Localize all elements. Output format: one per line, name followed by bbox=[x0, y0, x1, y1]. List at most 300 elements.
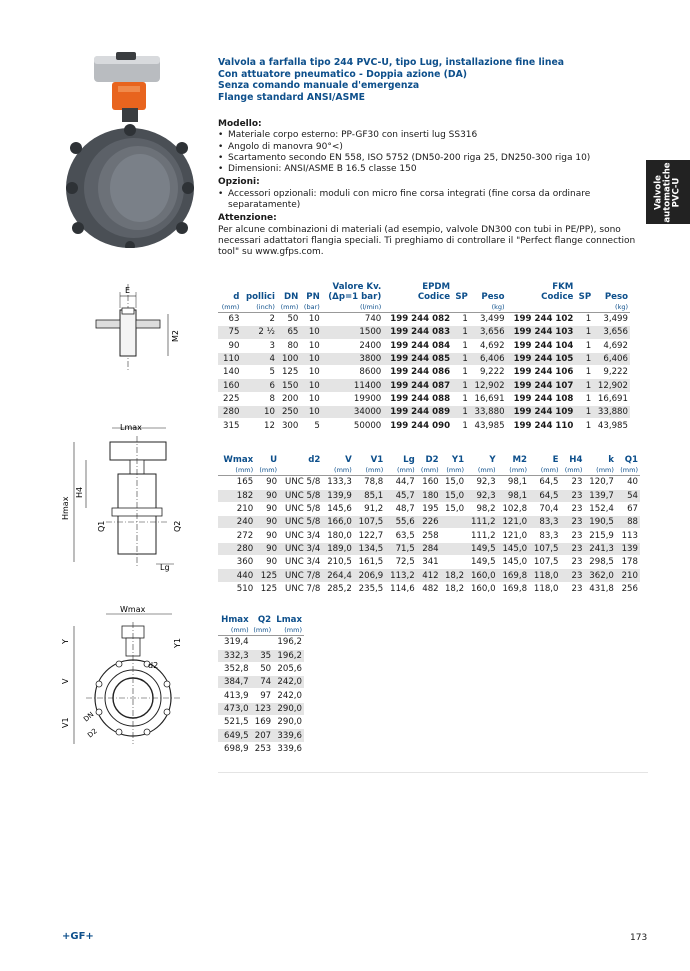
table-cell: 5 bbox=[241, 366, 277, 379]
table-cell: 285,2 bbox=[322, 582, 353, 595]
table-row bbox=[218, 569, 640, 582]
table-cell: 195 bbox=[417, 502, 441, 515]
col-header: Y1 bbox=[451, 455, 465, 466]
table-cell: 145,6 bbox=[322, 502, 353, 515]
table-cell: 298,5 bbox=[584, 556, 615, 569]
table-cell: 199 244 090 bbox=[383, 419, 452, 432]
table-cell: 80 bbox=[277, 339, 300, 352]
col-unit bbox=[279, 465, 322, 476]
table-cell: 48,7 bbox=[385, 502, 416, 515]
table-cell: 199 244 104 bbox=[507, 339, 576, 352]
dim-label-v: V bbox=[61, 678, 70, 684]
col-header-line: Codice bbox=[417, 292, 451, 302]
table-cell: 8 bbox=[241, 392, 277, 405]
col-header-line: Valore Kv. bbox=[332, 282, 382, 292]
table-cell: 199 244 105 bbox=[507, 352, 576, 365]
col-unit: (mm) bbox=[446, 466, 465, 475]
table-cell: 97 bbox=[251, 689, 274, 702]
table-dimensions bbox=[218, 453, 640, 596]
table-cell: 140 bbox=[218, 366, 241, 379]
table-cell: 1 bbox=[575, 326, 593, 339]
col-unit: (kg) bbox=[491, 303, 505, 311]
table-row bbox=[218, 313, 630, 326]
table-cell: 113,2 bbox=[385, 569, 416, 582]
table-cell: 9,222 bbox=[470, 366, 507, 379]
table-cell: 9,222 bbox=[593, 366, 630, 379]
col-unit bbox=[452, 302, 470, 313]
col-header: PN bbox=[306, 292, 320, 302]
col-header: Q2 bbox=[257, 615, 272, 626]
table-cell: 2400 bbox=[322, 339, 383, 352]
table-cell: 272 bbox=[218, 529, 255, 542]
table-cell: 12,902 bbox=[470, 379, 507, 392]
table-cell: UNC 5/8 bbox=[279, 476, 322, 489]
table-cell: 64,5 bbox=[529, 489, 560, 502]
table-cell: 72,5 bbox=[385, 556, 416, 569]
table-cell: 67 bbox=[616, 502, 640, 515]
table-cell: 123 bbox=[251, 702, 274, 715]
table-cell: 88 bbox=[616, 516, 640, 529]
table-cell: 50 bbox=[277, 313, 300, 326]
table-row bbox=[218, 339, 630, 352]
table-cell: 440 bbox=[218, 569, 255, 582]
col-header-line: FKM bbox=[552, 282, 574, 292]
table-cell: 207 bbox=[251, 729, 274, 742]
table-codes bbox=[218, 282, 630, 433]
table-cell: 55,6 bbox=[385, 516, 416, 529]
table-cell: 125 bbox=[255, 569, 279, 582]
col-unit: (mm) bbox=[284, 626, 302, 635]
table-cell: 125 bbox=[277, 366, 300, 379]
table-cell: 215,9 bbox=[584, 529, 615, 542]
table-cell: 33,880 bbox=[593, 406, 630, 419]
table-cell: 3,499 bbox=[470, 313, 507, 326]
table-cell bbox=[251, 636, 274, 649]
table-cell: 4,692 bbox=[593, 339, 630, 352]
side-tab-line: Valvole bbox=[653, 174, 664, 210]
table-cell: 23 bbox=[561, 542, 585, 555]
table-row bbox=[218, 716, 304, 729]
table-cell: 15,0 bbox=[441, 502, 466, 515]
table-cell: 35 bbox=[251, 649, 274, 662]
col-header: U bbox=[270, 455, 278, 466]
col-unit: (kg) bbox=[615, 303, 628, 311]
table-cell: 1 bbox=[452, 352, 470, 365]
table-cell: 473,0 bbox=[218, 702, 251, 715]
list-item: • Materiale corpo esterno: PP-GF30 con inserti lug SS316 bbox=[218, 130, 648, 141]
table-cell: 10 bbox=[300, 339, 321, 352]
table-cell: 63,5 bbox=[385, 529, 416, 542]
table-cell: 6,406 bbox=[470, 352, 507, 365]
table-cell: 256 bbox=[616, 582, 640, 595]
dim-label-y1: Y1 bbox=[173, 638, 182, 648]
table-cell: 384,7 bbox=[218, 676, 251, 689]
table-cell: 160 bbox=[417, 476, 441, 489]
table-row bbox=[218, 702, 304, 715]
table-cell: 412 bbox=[417, 569, 441, 582]
table-cell: 113 bbox=[616, 529, 640, 542]
col-header: V1 bbox=[370, 455, 384, 466]
table-cell: 196,2 bbox=[273, 649, 304, 662]
table-cell bbox=[441, 516, 466, 529]
table-cell: 71,5 bbox=[385, 542, 416, 555]
table-cell: 118,0 bbox=[529, 582, 560, 595]
col-unit: (mm) bbox=[420, 466, 439, 475]
col-header: k bbox=[608, 455, 614, 466]
table-cell: 90 bbox=[255, 556, 279, 569]
col-header: DN bbox=[284, 292, 299, 302]
list-item: • Scartamento secondo EN 558, ISO 5752 (DN50-200 riga 25, DN250-300 riga 10) bbox=[218, 153, 648, 164]
table-units-row bbox=[218, 625, 304, 636]
table-cell: 166,0 bbox=[322, 516, 353, 529]
table-cell: 92,3 bbox=[466, 489, 497, 502]
table-cell: 413,9 bbox=[218, 689, 251, 702]
col-header: Peso bbox=[604, 292, 628, 302]
footer-divider bbox=[218, 772, 648, 773]
table-cell: 4,692 bbox=[470, 339, 507, 352]
table-cell: 169 bbox=[251, 716, 274, 729]
table-row bbox=[218, 729, 304, 742]
table-cell: 319,4 bbox=[218, 636, 251, 649]
attention-heading: Attenzione: bbox=[218, 213, 277, 224]
table-row bbox=[218, 516, 640, 529]
table-cell: 199 244 108 bbox=[507, 392, 576, 405]
table-cell: 698,9 bbox=[218, 742, 251, 755]
table-cell: 43,985 bbox=[470, 419, 507, 432]
col-header: Q1 bbox=[624, 455, 638, 466]
table-cell: 199 244 086 bbox=[383, 366, 452, 379]
table-cell: 339,6 bbox=[273, 729, 304, 742]
table-cell: 226 bbox=[417, 516, 441, 529]
table-row bbox=[218, 379, 630, 392]
table-cell: 160 bbox=[218, 379, 241, 392]
table-cell: 23 bbox=[561, 476, 585, 489]
col-unit: (mm) bbox=[253, 626, 272, 635]
table-cell: 45,7 bbox=[385, 489, 416, 502]
table-cell: 199 244 082 bbox=[383, 313, 452, 326]
dim-label-q2: Q2 bbox=[173, 520, 182, 532]
table-cell: 199 244 088 bbox=[383, 392, 452, 405]
table-cell: 235,5 bbox=[354, 582, 385, 595]
table-cell: 34000 bbox=[322, 406, 383, 419]
col-unit bbox=[383, 302, 452, 313]
table-units-row bbox=[218, 465, 640, 476]
table-cell: 196,2 bbox=[273, 636, 304, 649]
table-row bbox=[218, 419, 630, 432]
col-header: d2 bbox=[308, 455, 321, 466]
table-cell: 1 bbox=[452, 419, 470, 432]
section-side-tab bbox=[646, 160, 690, 224]
table-cell: 341 bbox=[417, 556, 441, 569]
table-cell: 149,5 bbox=[466, 556, 497, 569]
col-header bbox=[322, 282, 383, 302]
table-cell: UNC 5/8 bbox=[279, 489, 322, 502]
table-cell: 1 bbox=[575, 379, 593, 392]
col-unit: (mm) bbox=[477, 466, 496, 475]
col-header: pollici bbox=[246, 292, 275, 302]
table-cell: 1 bbox=[575, 392, 593, 405]
table-row bbox=[218, 742, 304, 755]
table-cell: 4 bbox=[241, 352, 277, 365]
table-cell: 1 bbox=[452, 313, 470, 326]
table-cell: 199 244 109 bbox=[507, 406, 576, 419]
title-line: Senza comando manuale d'emergenza bbox=[218, 80, 420, 92]
col-unit: (mm) bbox=[620, 466, 638, 475]
table-cell: 98,1 bbox=[498, 489, 529, 502]
table-cell: UNC 7/8 bbox=[279, 582, 322, 595]
title-line: Flange standard ANSI/ASME bbox=[218, 91, 365, 103]
options-list bbox=[218, 189, 648, 212]
table-row bbox=[218, 406, 630, 419]
col-header: SP bbox=[578, 292, 592, 302]
table-cell: 199 244 083 bbox=[383, 326, 452, 339]
table-cell: 1 bbox=[575, 313, 593, 326]
table-cell: 649,5 bbox=[218, 729, 251, 742]
col-header: d bbox=[233, 292, 240, 302]
table-cell: 199 244 106 bbox=[507, 366, 576, 379]
table-cell: 98,1 bbox=[498, 476, 529, 489]
table-cell: 40 bbox=[616, 476, 640, 489]
table-cell: 133,3 bbox=[322, 476, 353, 489]
table-cell: 1 bbox=[575, 352, 593, 365]
table-cell: 23 bbox=[561, 529, 585, 542]
table-cell: 70,4 bbox=[529, 502, 560, 515]
table-cell: 10 bbox=[300, 326, 321, 339]
dim-label-lmax: Lmax bbox=[120, 423, 142, 432]
table-row bbox=[218, 392, 630, 405]
table-row bbox=[218, 662, 304, 675]
table-cell: 23 bbox=[561, 516, 585, 529]
table-cell: UNC 5/8 bbox=[279, 516, 322, 529]
table-cell: 10 bbox=[300, 313, 321, 326]
table-cell: 161,5 bbox=[354, 556, 385, 569]
table-cell: UNC 3/4 bbox=[279, 542, 322, 555]
table-cell: 149,5 bbox=[466, 542, 497, 555]
dim-label-wmax: Wmax bbox=[120, 605, 146, 614]
dim-label-D2: D2 bbox=[86, 727, 99, 740]
table-row bbox=[218, 529, 640, 542]
col-header bbox=[383, 282, 452, 302]
col-unit: (mm) bbox=[259, 466, 278, 475]
table-cell: 180,0 bbox=[322, 529, 353, 542]
table-row bbox=[218, 689, 304, 702]
table-cell: 1500 bbox=[322, 326, 383, 339]
table-cell: 90 bbox=[255, 542, 279, 555]
table-cell: 23 bbox=[561, 489, 585, 502]
table-cell: 290,0 bbox=[273, 716, 304, 729]
col-unit: (mm) bbox=[540, 466, 559, 475]
table-cell: 740 bbox=[322, 313, 383, 326]
options-heading: Opzioni: bbox=[218, 177, 260, 188]
table-cell: 18,2 bbox=[441, 569, 466, 582]
table-cell: 253 bbox=[251, 742, 274, 755]
table-cell: 23 bbox=[561, 582, 585, 595]
product-photo bbox=[56, 48, 206, 248]
side-tab-line: automatiche bbox=[662, 161, 673, 223]
table-cell: 83,3 bbox=[529, 516, 560, 529]
table-cell: 362,0 bbox=[584, 569, 615, 582]
table-cell: 43,985 bbox=[593, 419, 630, 432]
col-header: SP bbox=[455, 292, 468, 302]
table-cell: 3 bbox=[241, 339, 277, 352]
table-cell: 280 bbox=[218, 406, 241, 419]
table-cell: 225 bbox=[218, 392, 241, 405]
table-cell: 121,0 bbox=[498, 516, 529, 529]
table-cell: 63 bbox=[218, 313, 241, 326]
table-cell: 85,1 bbox=[354, 489, 385, 502]
table-cell: 250 bbox=[277, 406, 300, 419]
table-cell: 139,9 bbox=[322, 489, 353, 502]
table-cell: 240 bbox=[218, 516, 255, 529]
table-cell: 1 bbox=[452, 379, 470, 392]
table-row bbox=[218, 542, 640, 555]
table-cell: 210 bbox=[616, 569, 640, 582]
table-cell: 10 bbox=[300, 352, 321, 365]
table-cell: 64,5 bbox=[529, 476, 560, 489]
table-cell: 121,0 bbox=[498, 529, 529, 542]
table-cell: 90 bbox=[255, 476, 279, 489]
table-cell: 15,0 bbox=[441, 489, 466, 502]
table-cell bbox=[441, 542, 466, 555]
table-cell: 33,880 bbox=[470, 406, 507, 419]
table-cell: 10 bbox=[300, 392, 321, 405]
table-units-row bbox=[218, 302, 630, 313]
table-row bbox=[218, 582, 640, 595]
table-cell: 50000 bbox=[322, 419, 383, 432]
table-cell: 23 bbox=[561, 556, 585, 569]
table-heights bbox=[218, 613, 304, 756]
table-cell: UNC 5/8 bbox=[279, 502, 322, 515]
col-header-line: Codice bbox=[541, 292, 574, 302]
col-unit: (l/min) bbox=[359, 303, 382, 311]
col-unit: (mm) bbox=[230, 626, 249, 635]
table-cell: 199 244 084 bbox=[383, 339, 452, 352]
table-cell: 199 244 103 bbox=[507, 326, 576, 339]
table-cell: 23 bbox=[561, 569, 585, 582]
table-cell: 264,4 bbox=[322, 569, 353, 582]
table-cell: 241,3 bbox=[584, 542, 615, 555]
table-cell: 165 bbox=[218, 476, 255, 489]
table-row bbox=[218, 366, 630, 379]
col-unit: (inch) bbox=[256, 303, 275, 311]
col-unit bbox=[507, 302, 576, 313]
list-item: • Dimensioni: ANSI/ASME B 16.5 classe 150 bbox=[218, 164, 648, 175]
col-header: D2 bbox=[425, 455, 439, 466]
table-cell: 1 bbox=[452, 339, 470, 352]
col-header bbox=[507, 282, 576, 302]
table-cell: 180 bbox=[417, 489, 441, 502]
list-item: • Angolo di manovra 90°<) bbox=[218, 142, 648, 153]
table-cell: 78,8 bbox=[354, 476, 385, 489]
col-header: Lmax bbox=[276, 615, 302, 626]
table-cell: 1 bbox=[575, 366, 593, 379]
col-header: V bbox=[345, 455, 352, 466]
dim-label-m2: M2 bbox=[171, 330, 180, 342]
table-cell: 19900 bbox=[322, 392, 383, 405]
table-cell: 100 bbox=[277, 352, 300, 365]
table-cell: 189,0 bbox=[322, 542, 353, 555]
col-unit: (bar) bbox=[303, 303, 320, 311]
col-unit: (mm) bbox=[596, 466, 614, 475]
table-cell: 199 244 089 bbox=[383, 406, 452, 419]
table-cell: 352,8 bbox=[218, 662, 251, 675]
title-line: Con attuatore pneumatico - Doppia azione (DA) bbox=[218, 68, 468, 80]
table-cell: 50 bbox=[251, 662, 274, 675]
table-cell: 90 bbox=[255, 489, 279, 502]
table-cell: 6,406 bbox=[593, 352, 630, 365]
table-cell: 75 bbox=[218, 326, 241, 339]
table-cell: 3,656 bbox=[593, 326, 630, 339]
table-cell: 1 bbox=[452, 406, 470, 419]
dim-label-lg: Lg bbox=[160, 563, 170, 572]
top-view-drawing bbox=[56, 604, 186, 754]
table-cell: 242,0 bbox=[273, 689, 304, 702]
table-row bbox=[218, 636, 304, 649]
table-cell: 339,6 bbox=[273, 742, 304, 755]
table-cell: 145,0 bbox=[498, 542, 529, 555]
table-row bbox=[218, 352, 630, 365]
table-cell: 98,2 bbox=[466, 502, 497, 515]
col-unit: (mm) bbox=[334, 466, 352, 475]
table-codes-body bbox=[218, 313, 630, 433]
table-cell: 111,2 bbox=[466, 516, 497, 529]
table-cell bbox=[441, 529, 466, 542]
table-cell: 102,8 bbox=[498, 502, 529, 515]
table-cell: UNC 3/4 bbox=[279, 556, 322, 569]
table-cell: 23 bbox=[561, 502, 585, 515]
gf-logo: +GF+ bbox=[62, 931, 94, 942]
table-cell: 3800 bbox=[322, 352, 383, 365]
col-unit bbox=[575, 302, 593, 313]
table-cell: 205,6 bbox=[273, 662, 304, 675]
table-row bbox=[218, 326, 630, 339]
table-cell: 199 244 110 bbox=[507, 419, 576, 432]
table-cell: 92,3 bbox=[466, 476, 497, 489]
table-cell: 10 bbox=[300, 366, 321, 379]
table-cell: 199 244 087 bbox=[383, 379, 452, 392]
col-unit: (mm) bbox=[221, 303, 240, 311]
dim-label-v1: V1 bbox=[61, 717, 70, 728]
table-cell: 125 bbox=[255, 582, 279, 595]
table-cell: 1 bbox=[452, 366, 470, 379]
table-row bbox=[218, 649, 304, 662]
front-view-drawing bbox=[56, 422, 186, 572]
col-header: Lg bbox=[403, 455, 415, 466]
table-cell: 65 bbox=[277, 326, 300, 339]
table-header-row bbox=[218, 282, 630, 302]
table-header-row bbox=[218, 453, 640, 465]
table-cell: 190,5 bbox=[584, 516, 615, 529]
table-cell: 16,691 bbox=[593, 392, 630, 405]
col-header: H4 bbox=[569, 455, 583, 466]
side-tab-line: PVC-U bbox=[671, 177, 682, 207]
table-cell: 280 bbox=[218, 542, 255, 555]
table-cell: 12 bbox=[241, 419, 277, 432]
table-cell: 111,2 bbox=[466, 529, 497, 542]
model-heading: Modello: bbox=[218, 119, 262, 129]
table-cell: 242,0 bbox=[273, 676, 304, 689]
page-number: 173 bbox=[630, 933, 648, 943]
table-cell: 199 244 102 bbox=[507, 313, 576, 326]
table-cell: 107,5 bbox=[529, 542, 560, 555]
table-cell: 1 bbox=[575, 419, 593, 432]
col-unit: (mm) bbox=[396, 466, 415, 475]
table-cell: 15,0 bbox=[441, 476, 466, 489]
dim-label-h4: H4 bbox=[75, 486, 84, 498]
dim-label-d2: d2 bbox=[148, 661, 159, 670]
table-cell: 199 244 107 bbox=[507, 379, 576, 392]
table-cell: 284 bbox=[417, 542, 441, 555]
